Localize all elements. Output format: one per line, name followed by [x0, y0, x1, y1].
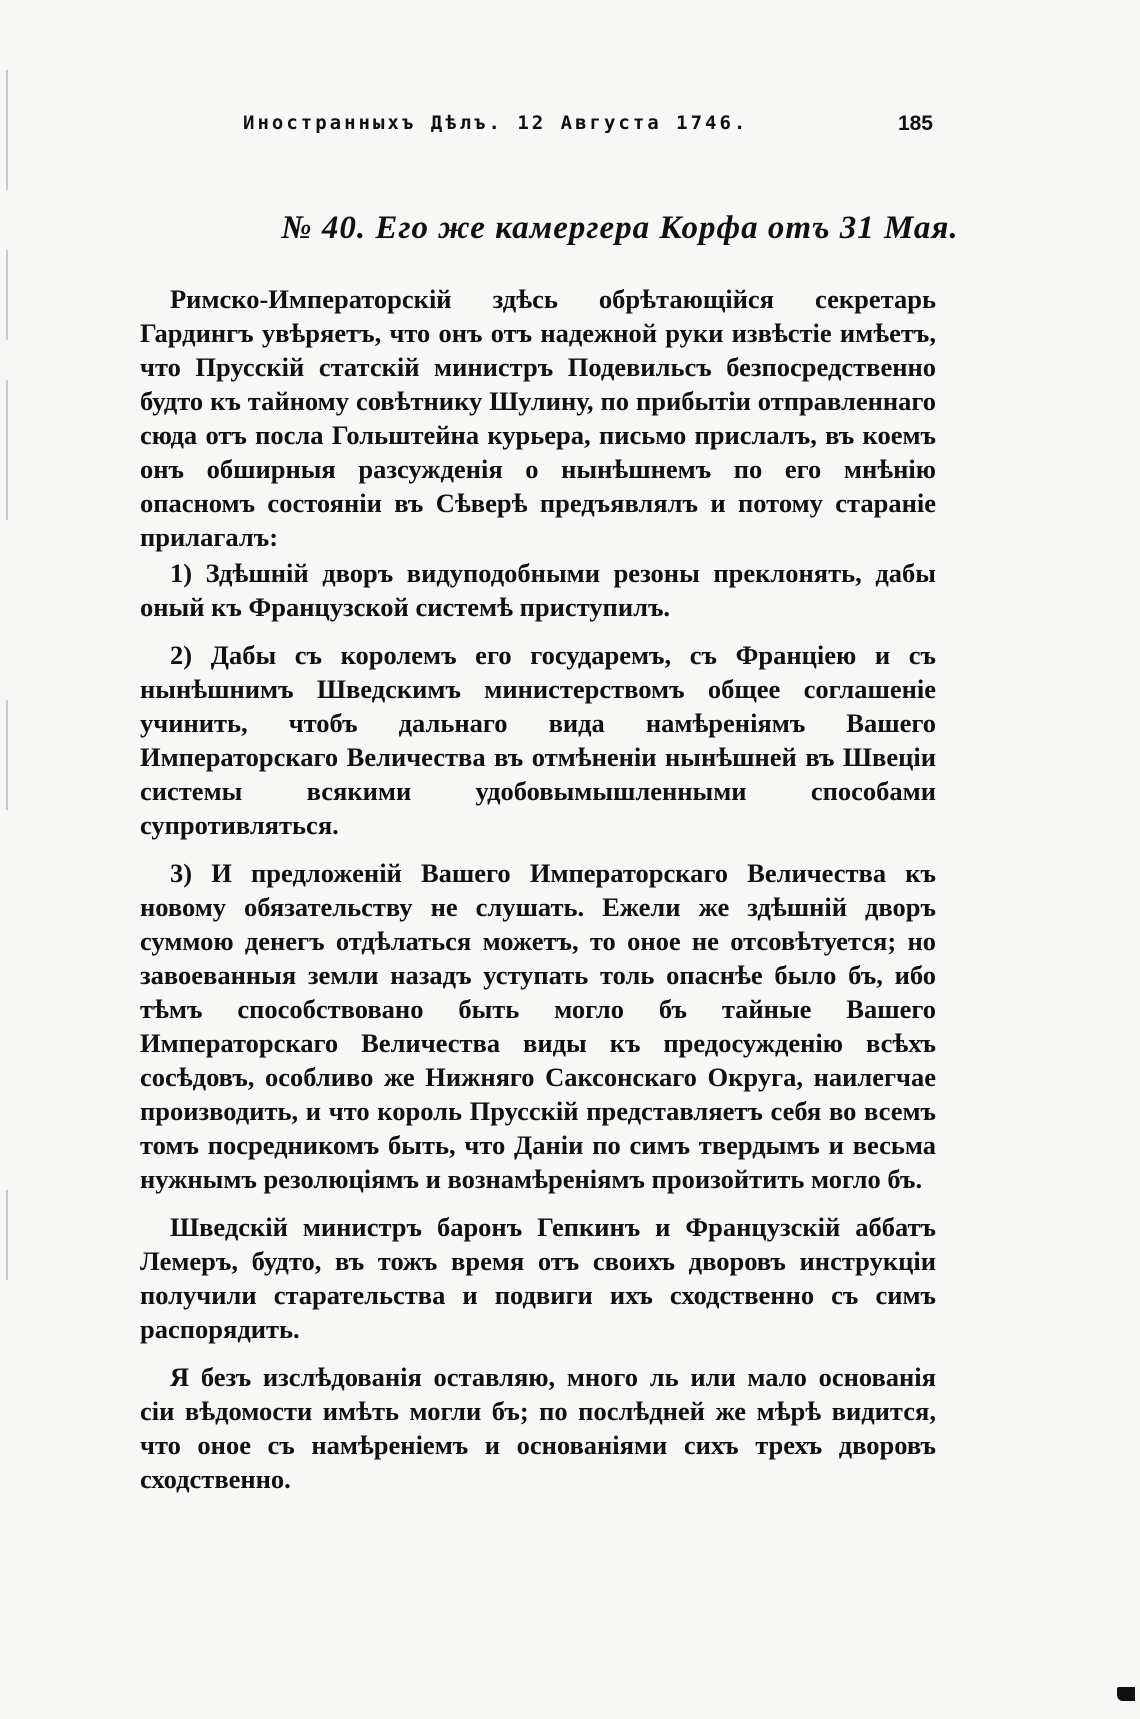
paragraph-point-2: 2) Дабы съ королемъ его государемъ, съ Франціею и съ нынѣшнимъ Шведскимъ министерствомъ общее соглашеніе учинить, чтобъ дальнаго вида намѣреніямъ Вашего Императорскаго Величества въ отмѣненіи нынѣшней въ Швеціи системы всякими удобовымышленными способами супротивляться.	[140, 640, 936, 840]
paragraph-swedish-minister: Шведскій министръ баронъ Гепкинъ и Французскій аббатъ Лемеръ, будто, въ тожъ время отъ своихъ дворовъ инструкціи получили старательства и подвиги ихъ сходственно съ симъ распорядить.	[140, 1212, 936, 1344]
running-head	[243, 112, 933, 142]
scan-margin-mark	[6, 1190, 8, 1280]
document-heading: № 40. Его же камергера Корфа отъ 31 Мая.	[281, 210, 959, 246]
paragraph-point-3: 3) И предложеній Вашего Императорскаго Величества къ новому обязательству не слушать. Ежели же здѣшній дворъ суммою денегъ отдѣлаться можетъ, то оное не отсовѣтуется; но завоеванныя земли назадъ уступать толь опаснѣе было бъ, ибо тѣмъ способствовано быть могло бъ тайные Вашего Императорскаго Величества виды къ предосужденію всѣхъ сосѣдовъ, особливо же Нижняго Саксонскаго Округа, наилегчае производить, и что король Прусскій представляетъ себя во всемъ томъ посредникомъ быть, что Даніи по симъ твердымъ и весьма нужнымъ резолюціямъ и вознамѣреніямъ произойтить могло бъ.	[140, 858, 936, 1194]
scan-margin-mark	[6, 250, 8, 340]
page-number: 185	[897, 112, 933, 135]
paragraph-point-1: 1) Здѣшній дворъ видуподобными резоны преклонять, дабы оный къ Французской системѣ приступилъ.	[140, 558, 936, 622]
paragraph-conclusion: Я безъ изслѣдованія оставляю, много ль или мало основанія сіи вѣдомости имѣть могли бъ; по послѣдней же мѣрѣ видится, что оное съ намѣреніемъ и основаніями сихъ трехъ дворовъ сходственно.	[140, 1362, 936, 1494]
scan-margin-mark	[6, 70, 8, 190]
scan-margin-mark	[6, 700, 8, 810]
scan-margin-mark	[6, 380, 8, 520]
body-text	[140, 282, 936, 1496]
scan-corner-mark	[1117, 1687, 1135, 1701]
paragraph-intro: Римско-Императорскій здѣсь обрѣтающійся секретарь Гардингъ увѣряетъ, что онъ отъ надежной руки извѣстіе имѣетъ, что Прусскій статскій министръ Подевильсъ безпосредственно будто къ тайному совѣтнику Шулину, по прибытіи отправленнаго сюда отъ посла Гольштейна курьера, письмо прислалъ, въ коемъ онъ обширныя разсужденія о нынѣшнемъ по его мнѣнію опасномъ состояніи въ Сѣверѣ предъявлялъ и потому стараніе прилагалъ:	[140, 284, 936, 552]
running-title: Иностранныхъ Дѣлъ. 12 Августа 1746.	[243, 112, 749, 134]
